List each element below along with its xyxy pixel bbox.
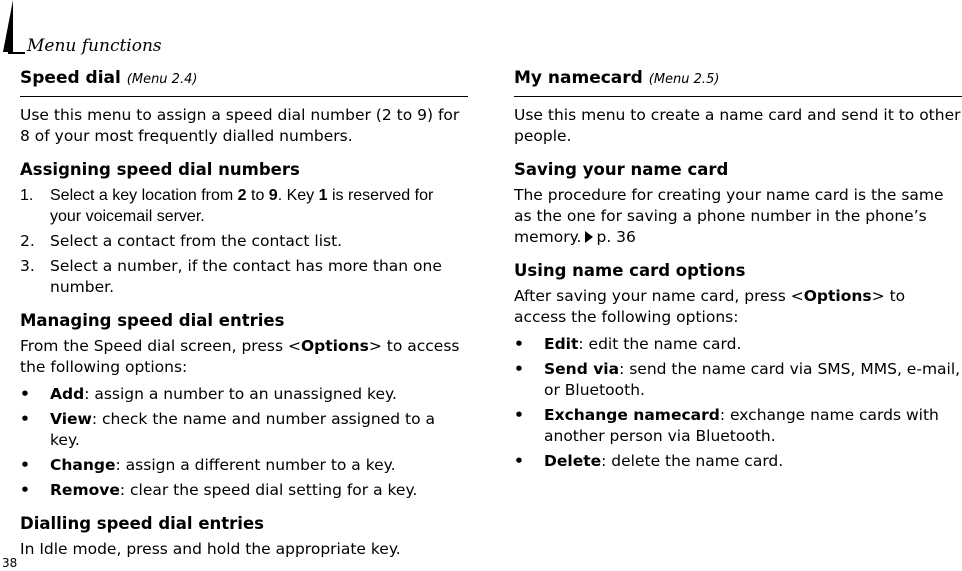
- option-name: Remove: [50, 481, 120, 499]
- bullet: •: [514, 452, 524, 470]
- manage-options: [20, 384, 468, 501]
- step-number: 3.: [20, 257, 35, 275]
- option-view: [20, 409, 468, 451]
- intro-text: After saving your name card, press <: [514, 287, 804, 305]
- dial-heading: Dialling speed dial entries: [20, 514, 264, 533]
- option-desc: : check the name and number assigned to a key.: [50, 410, 435, 449]
- namecard-title: [514, 66, 962, 97]
- assign-step-3: [20, 256, 468, 298]
- namecard-menu-ref: (Menu 2.5): [648, 72, 720, 87]
- option-desc: : send the name card via SMS, MMS, e-mail, or Bluetooth.: [544, 360, 961, 399]
- key-2: 2: [237, 187, 247, 204]
- manage-heading: Managing speed dial entries: [20, 311, 285, 330]
- option-change: [20, 455, 468, 476]
- option-name: Change: [50, 456, 116, 474]
- option-desc: : delete the name card.: [601, 452, 784, 470]
- option-name: View: [50, 410, 92, 428]
- assign-step-1: [20, 185, 468, 227]
- header-rule: [8, 52, 25, 54]
- bullet: •: [20, 385, 30, 403]
- bullet: •: [20, 456, 30, 474]
- save-body: The procedure for creating your name card is the same as the one for saving a phone number in the phone’s memory.: [514, 186, 944, 246]
- option-add: [20, 384, 468, 405]
- bullet: •: [514, 406, 524, 424]
- manage-intro: [20, 336, 468, 378]
- header-bar: [3, 0, 13, 52]
- save-text: [514, 185, 962, 248]
- page-reference: p. 36: [596, 228, 636, 246]
- option-desc: : assign a number to an unassigned key.: [84, 385, 397, 403]
- option-name: Exchange namecard: [544, 406, 720, 424]
- options-softkey: Options: [803, 287, 872, 305]
- option-desc: : assign a different number to a key.: [115, 456, 396, 474]
- speed-dial-intro: Use this menu to assign a speed dial number (2 to 9) for 8 of your most frequently dialled numbers.: [20, 106, 460, 145]
- page-number: 38: [2, 556, 18, 570]
- options-intro: [514, 286, 962, 328]
- options-softkey: Options: [300, 337, 369, 355]
- key-9: 9: [268, 187, 278, 204]
- namecard-title-text: My namecard: [514, 68, 643, 88]
- option-remove: [20, 480, 468, 501]
- bullet: •: [514, 360, 524, 378]
- option-desc: : clear the speed dial setting for a key.: [119, 481, 418, 499]
- step-text: is reserved for your voicemail server.: [50, 187, 434, 225]
- assign-heading: Assigning speed dial numbers: [20, 160, 300, 179]
- option-exchange-namecard: [514, 405, 962, 447]
- dial-text: In Idle mode, press and hold the appropriate key.: [20, 540, 401, 558]
- speed-dial-title: [20, 66, 468, 97]
- step-number: 2.: [20, 232, 35, 250]
- option-desc: : exchange name cards with another person via Bluetooth.: [544, 406, 939, 445]
- namecard-options: [514, 334, 962, 472]
- header-title: Menu functions: [27, 36, 162, 56]
- option-name: Add: [50, 385, 85, 403]
- speed-dial-menu-ref: (Menu 2.4): [126, 72, 198, 87]
- assign-step-2: [20, 231, 468, 252]
- step-text: . Key: [277, 187, 319, 204]
- assign-steps: [20, 185, 468, 298]
- option-edit: [514, 334, 962, 355]
- step-text: to: [246, 187, 269, 204]
- intro-text: From the Speed dial screen, press <: [20, 337, 301, 355]
- key-1: 1: [318, 187, 328, 204]
- namecard-section: [514, 66, 962, 476]
- speed-dial-section: [20, 66, 468, 560]
- intro-text: > to access the following options:: [514, 287, 906, 326]
- step-text: Select a number, if the contact has more than one number.: [50, 257, 442, 296]
- option-name: Edit: [544, 335, 579, 353]
- step-text: Select a key location from: [50, 187, 238, 204]
- save-heading: Saving your name card: [514, 160, 729, 179]
- option-desc: : edit the name card.: [578, 335, 742, 353]
- bullet: •: [20, 410, 30, 428]
- option-delete: [514, 451, 962, 472]
- option-name: Send via: [544, 360, 620, 378]
- step-text: Select a contact from the contact list.: [50, 232, 343, 250]
- bullet: •: [20, 481, 30, 499]
- namecard-intro: Use this menu to create a name card and send it to other people.: [514, 106, 961, 145]
- option-name: Delete: [544, 452, 602, 470]
- step-number: 1.: [20, 187, 34, 204]
- arrow-right-icon: [585, 231, 593, 243]
- intro-text: > to access the following options:: [20, 337, 460, 376]
- option-send-via: [514, 359, 962, 401]
- bullet: •: [514, 335, 524, 353]
- options-heading: Using name card options: [514, 261, 746, 280]
- speed-dial-title-text: Speed dial: [20, 68, 121, 88]
